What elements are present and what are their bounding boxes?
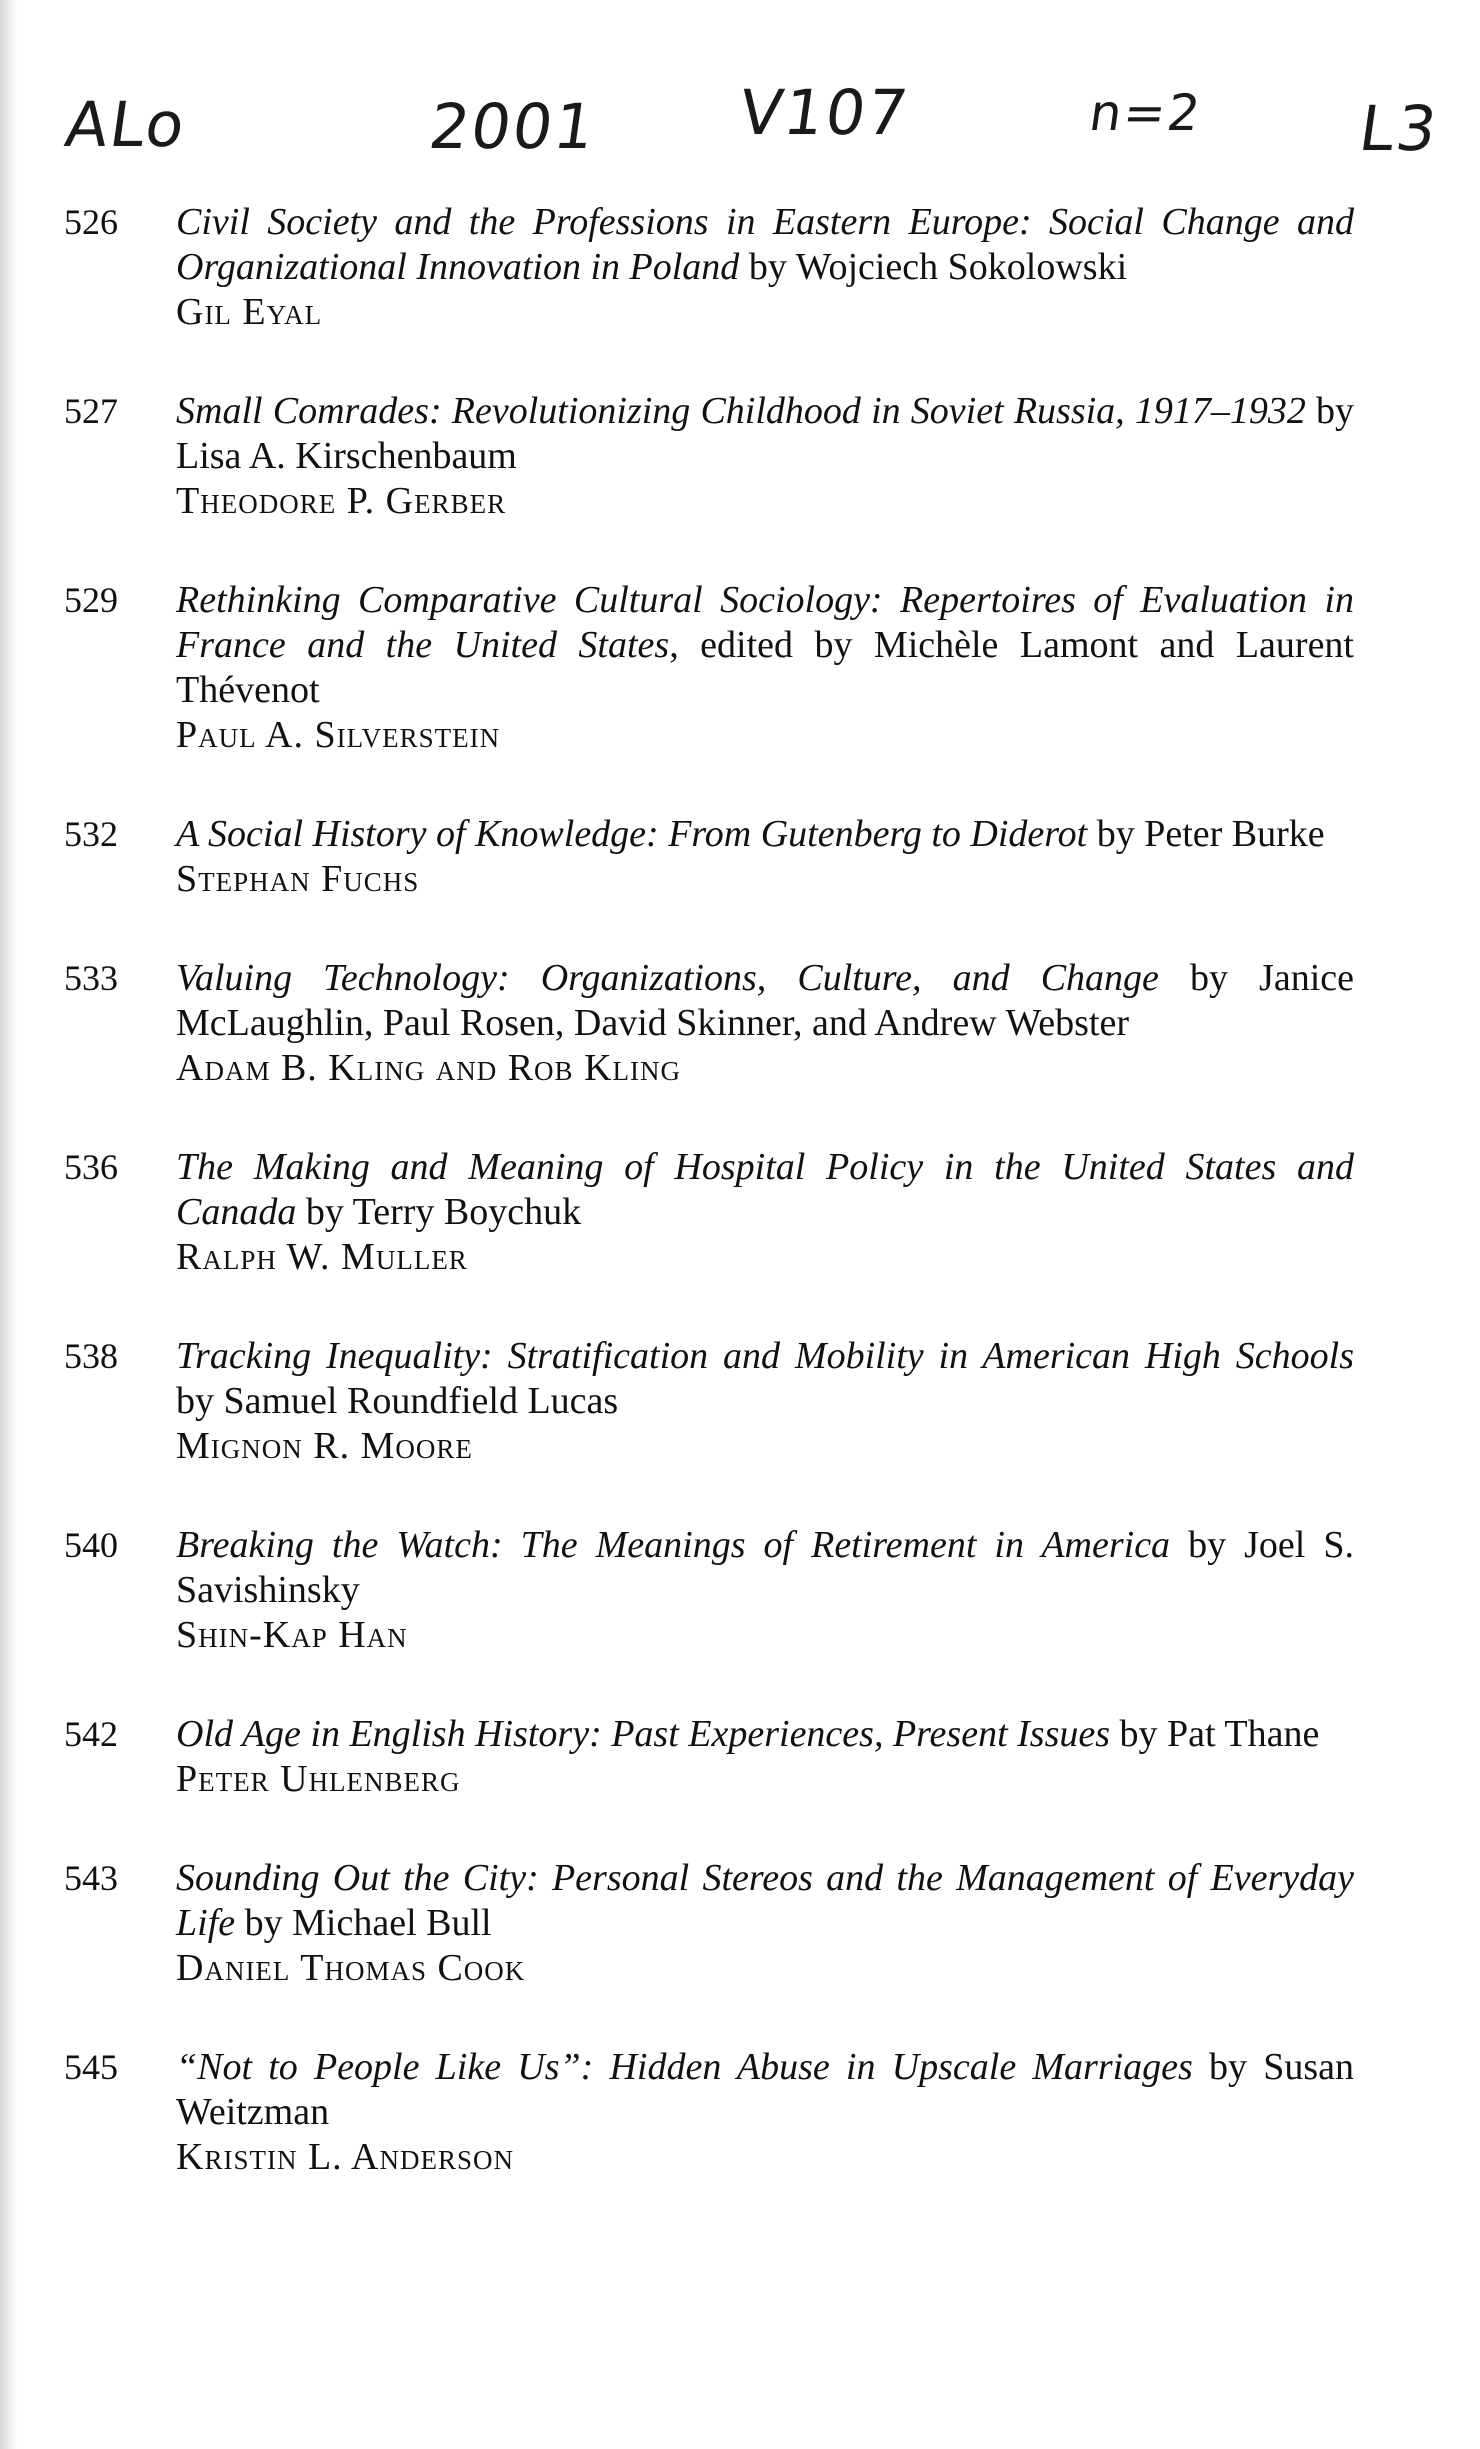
entry-body xyxy=(176,1145,1354,1280)
reviewer-name: Ralph W. Muller xyxy=(176,1236,468,1278)
page-number: 540 xyxy=(64,1525,118,1565)
entry-body xyxy=(176,1523,1354,1658)
book-title: Sounding Out the City: Personal Stereos and the Management of Everyday Life xyxy=(176,1857,1354,1944)
review-entry xyxy=(0,1856,1480,1991)
reviewer-name: Theodore P. Gerber xyxy=(176,480,507,522)
book-title: Breaking the Watch: The Meanings of Retirement in America xyxy=(176,1524,1171,1566)
entry-body xyxy=(176,1856,1354,1991)
review-entry xyxy=(0,200,1480,335)
handwritten-note-number: n=2 xyxy=(1085,84,1206,142)
book-title: A Social History of Knowledge: From Gutenberg to Diderot xyxy=(176,813,1088,855)
review-list xyxy=(0,200,1480,2234)
page-number: 529 xyxy=(64,580,118,620)
entry-body xyxy=(176,200,1354,335)
page-number: 533 xyxy=(64,958,118,998)
review-entry xyxy=(0,956,1480,1091)
handwritten-note-volume: V107 xyxy=(734,76,914,149)
reviewer-name: Peter Uhlenberg xyxy=(176,1758,461,1800)
book-byline: by Terry Boychuk xyxy=(296,1191,582,1233)
book-byline: by Samuel Roundfield Lucas xyxy=(176,1380,619,1422)
entry-body xyxy=(176,389,1354,524)
review-entry xyxy=(0,812,1480,902)
reviewer-name: Kristin L. Anderson xyxy=(176,2136,515,2178)
handwritten-note-1: ALo xyxy=(60,88,191,161)
book-byline: by Pat Thane xyxy=(1110,1713,1320,1755)
handwritten-note-year: 2001 xyxy=(424,90,601,163)
page-number: 527 xyxy=(64,391,118,431)
book-byline: by Lisa A. Kirschenbaum xyxy=(176,390,1354,477)
review-entry xyxy=(0,2045,1480,2180)
book-title: Civil Society and the Professions in Eastern Europe: Social Change and Organizational Innovation in Poland xyxy=(176,201,1354,288)
review-entry xyxy=(0,389,1480,524)
book-byline: by Peter Burke xyxy=(1087,813,1325,855)
book-byline: by Wojciech Sokolowski xyxy=(739,246,1128,288)
review-entry xyxy=(0,1145,1480,1280)
reviewer-name: Paul A. Silverstein xyxy=(176,714,501,756)
book-byline: by Susan Weitzman xyxy=(176,2046,1354,2133)
reviewer-name: Adam B. Kling and Rob Kling xyxy=(176,1047,681,1089)
page-number: 538 xyxy=(64,1336,118,1376)
book-title: Rethinking Comparative Cultural Sociology: Repertoires of Evaluation in France and the United States xyxy=(176,579,1354,666)
entry-body xyxy=(176,2045,1354,2180)
page-number: 526 xyxy=(64,202,118,242)
page-number: 542 xyxy=(64,1714,118,1754)
book-title: The Making and Meaning of Hospital Policy in the United States and Canada xyxy=(176,1146,1354,1233)
review-entry xyxy=(0,1334,1480,1469)
book-title: Tracking Inequality: Stratification and Mobility in American High Schools xyxy=(176,1335,1354,1377)
book-byline: by Joel S. Savishinsky xyxy=(176,1524,1354,1611)
reviewer-name: Shin-Kap Han xyxy=(176,1614,408,1656)
review-entry xyxy=(0,1712,1480,1802)
book-title: Small Comrades: Revolutionizing Childhood in Soviet Russia, 1917–1932 xyxy=(176,390,1306,432)
review-entry xyxy=(0,1523,1480,1658)
book-byline: by Janice McLaughlin, Paul Rosen, David Skinner, and Andrew Webster xyxy=(176,957,1354,1044)
page-number: 536 xyxy=(64,1147,118,1187)
page-number: 543 xyxy=(64,1858,118,1898)
book-byline: by Michael Bull xyxy=(235,1902,492,1944)
page-number: 532 xyxy=(64,814,118,854)
handwritten-note-page: L3 xyxy=(1354,92,1444,165)
entry-body xyxy=(176,1334,1354,1469)
review-entry xyxy=(0,578,1480,758)
reviewer-name: Mignon R. Moore xyxy=(176,1425,473,1467)
page-number: 545 xyxy=(64,2047,118,2087)
entry-body xyxy=(176,812,1354,902)
book-title: “Not to People Like Us”: Hidden Abuse in Upscale Marriages xyxy=(176,2046,1193,2088)
book-byline: , edited by Michèle Lamont and Laurent Thévenot xyxy=(176,624,1354,711)
entry-body xyxy=(176,578,1354,758)
reviewer-name: Gil Eyal xyxy=(176,291,323,333)
book-title: Old Age in English History: Past Experiences, Present Issues xyxy=(176,1713,1111,1755)
reviewer-name: Stephan Fuchs xyxy=(176,858,420,900)
book-title: Valuing Technology: Organizations, Culture, and Change xyxy=(176,957,1159,999)
reviewer-name: Daniel Thomas Cook xyxy=(176,1947,526,1989)
entry-body xyxy=(176,1712,1354,1802)
handwritten-annotations xyxy=(0,70,1480,180)
entry-body xyxy=(176,956,1354,1091)
